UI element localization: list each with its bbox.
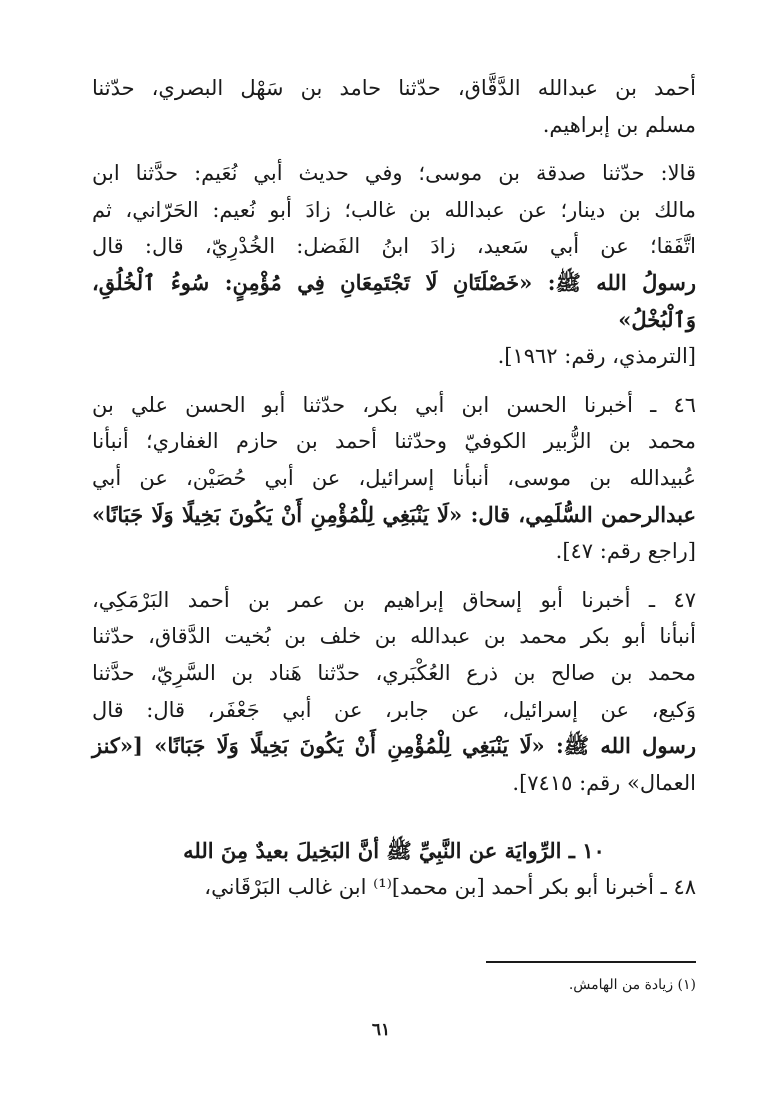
paragraph-1	[92, 70, 696, 143]
paragraph-2	[92, 155, 696, 375]
footnote-divider	[486, 961, 696, 963]
text-line: اتَّفَقا؛ عن أبي سَعيد، زادَ ابنُ الفَضل: الخُدْرِيّ، قال: قال	[92, 234, 696, 259]
page-number: ٦١	[371, 1020, 391, 1040]
text-line: وَكيع، عن إسرائيل، عن جابر، عن أبي جَعْفَر، قال: قال	[92, 697, 696, 722]
text-line: [راجع رقم: ٤٧].	[555, 539, 696, 564]
text-line: مالك بن دينار؛ عن عبدالله بن غالب؛ زادَ أبو نُعيم: الحَرّاني، ثم	[92, 197, 696, 222]
text-line: أنبأنا أبو بكر محمد بن عبدالله بن خلف بن بُخيت الدَّقاق، حدّثنا	[92, 624, 696, 649]
text-line: ٤٧ ـ أخبرنا أبو إسحاق إبراهيم بن عمر بن أحمد البَرْمَكِي،	[92, 587, 696, 612]
section-heading: ١٠ ـ الرِّوايَة عن النَّبِيِّ ﷺ أنَّ البَخِيلَ بعيدٌ مِنَ الله	[183, 838, 605, 864]
paragraph-48	[92, 869, 696, 906]
text-line: ٤٦ ـ أخبرنا الحسن ابن أبي بكر، حدّثنا أبو الحسن علي بن	[92, 392, 696, 417]
text-line: مسلم بن إبراهيم.	[542, 112, 696, 137]
text-line: ٤٨ ـ أخبرنا أبو بكر أحمد [بن محمد]⁽¹⁾ ابن غالب البَرْقَاني،	[204, 875, 696, 900]
text-line-hadith: عبدالرحمن السُّلَمِي، قال: «لَا يَنْبَغِي لِلْمُؤْمِنِ أَنْ يَكُونَ بَخِيلًا وَلَا جَبَانًا»	[92, 501, 696, 527]
text-line: [الترمذي، رقم: ١٩٦٢].	[497, 344, 696, 369]
paragraph-47	[92, 582, 696, 802]
text-line: عُبيدالله بن موسى، أنبأنا إسرائيل، عن أبي حُصَيْن، عن أبي	[92, 465, 696, 490]
page-body	[92, 70, 696, 906]
text-line: محمد بن الزُّبير الكوفيّ وحدّثنا أحمد بن حازم الغفاري؛ أنبأنا	[92, 429, 696, 454]
text-line-hadith: رسول الله ﷺ: «لَا يَنْبَغِي لِلْمُؤْمِنِ أَنْ يَكُونَ بَخِيلًا وَلَا جَبَانًا» [«كنز	[92, 733, 696, 759]
text-line: العمال» رقم: ٧٤١٥].	[512, 770, 696, 795]
text-line: قالا: حدّثنا صدقة بن موسى؛ وفي حديث أبي نُعَيم: حدَّثنا ابن	[92, 161, 696, 186]
paragraph-46	[92, 387, 696, 570]
text-line-hadith: رسولُ الله ﷺ: «خَصْلَتَانِ لَا تَجْتَمِعَانِ فِي مُؤْمِنٍ: سُوءُ ٱلْخُلُقِ، وَٱلْبُخْلُ»	[92, 269, 696, 332]
text-line: أحمد بن عبدالله الدَّقَّاق، حدّثنا حامد بن سَهْل البصري، حدّثنا	[92, 76, 696, 100]
text-line: محمد بن صالح بن ذرع العُكْبَري، حدّثنا هَناد بن السَّرِيّ، حدَّثنا	[92, 660, 696, 685]
footnote: (١) زيادة من الهامش.	[568, 977, 696, 993]
